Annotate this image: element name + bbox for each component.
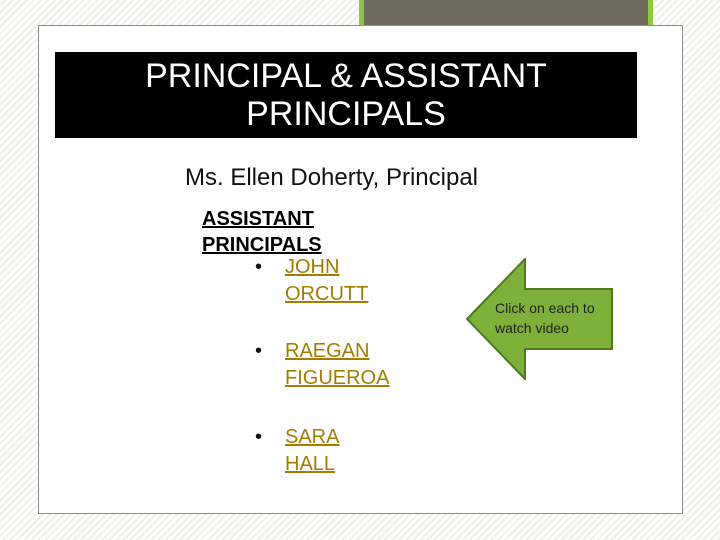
title-bar (55, 52, 637, 138)
john-orcutt-link-line-2: ORCUTT (285, 283, 369, 305)
slide-title-line-1: PRINCIPAL & ASSISTANT (145, 57, 547, 95)
john-orcutt-link-line-1: JOHN (285, 256, 340, 278)
sara-hall-link-line-1: SARA HALL (285, 426, 340, 475)
callout-text: Click on each to watch video (495, 300, 595, 336)
john-orcutt-link[interactable] (285, 254, 368, 308)
raegan-figueroa-link-line-2: FIGUEROA (285, 367, 390, 389)
raegan-figueroa-link[interactable] (285, 338, 389, 392)
principal-name: Ms. Ellen Doherty, Principal (185, 164, 478, 191)
bullet-icon: • (255, 340, 263, 362)
assistant-principals-heading: ASSISTANT PRINCIPALS (202, 208, 322, 256)
slide-title (55, 57, 637, 133)
bullet-icon: • (255, 426, 263, 448)
raegan-figueroa-link-line-1: RAEGAN (285, 340, 370, 362)
bullet-icon: • (255, 256, 263, 278)
sara-hall-link[interactable] (285, 424, 338, 478)
slide-title-line-2: PRINCIPALS (246, 95, 446, 133)
